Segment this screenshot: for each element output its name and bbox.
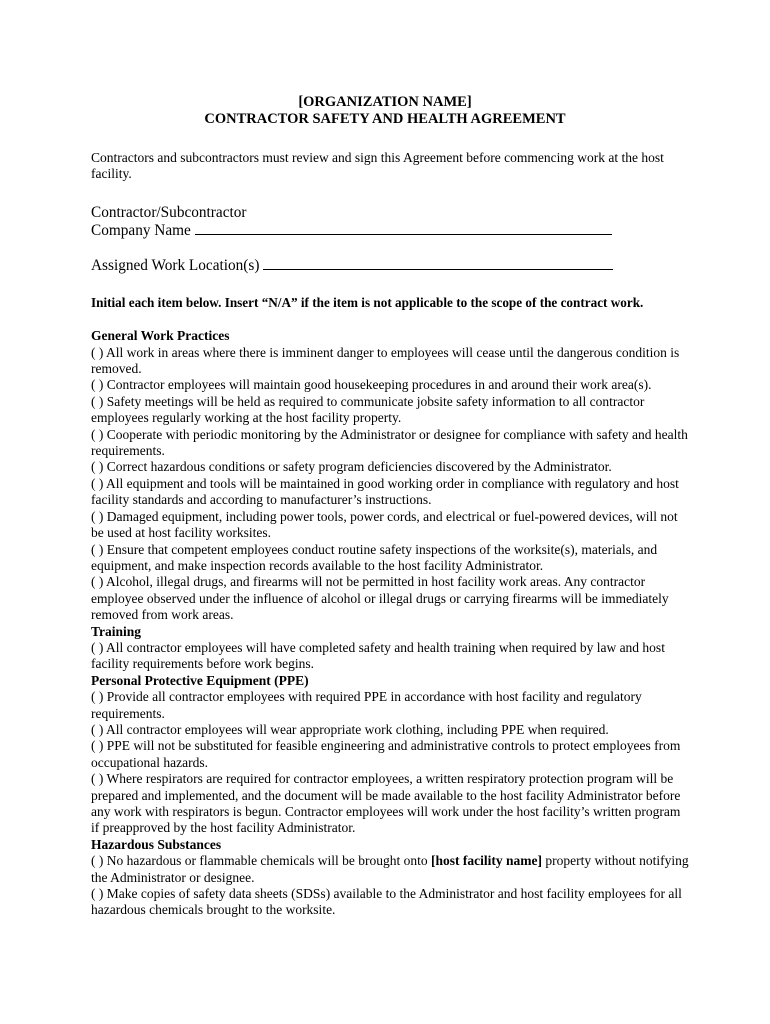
list-item: ( ) Correct hazardous conditions or safety program deficiencies discovered by the Administrator. xyxy=(91,459,612,475)
company-label-line2: Company Name xyxy=(91,221,191,239)
item-text: property without notifying the Administrator or designee. xyxy=(91,853,689,885)
organization-name-placeholder: [ORGANIZATION NAME] xyxy=(298,94,472,110)
company-field xyxy=(91,204,691,240)
document-title: CONTRACTOR SAFETY AND HEALTH AGREEMENT xyxy=(204,111,566,127)
list-item: ( ) All contractor employees will have completed safety and health training when required by law and host facility requirements before work begins. xyxy=(91,639,665,672)
list-item: ( ) Provide all contractor employees with required PPE in accordance with host facility and regulatory requirements. xyxy=(91,689,642,721)
list-item: ( ) Contractor employees will maintain good housekeeping procedures in and around their work area(s). xyxy=(91,377,652,393)
list-item: ( ) All work in areas where there is imminent danger to employees will cease until the dangerous condition is removed. xyxy=(91,344,680,377)
document-page xyxy=(91,94,691,919)
intro-paragraph: Contractors and subcontractors must review and sign this Agreement before commencing work at the host facility. xyxy=(91,150,664,182)
list-item: ( ) PPE will not be substituted for feasible engineering and administrative controls to protect employees from occupational hazards. xyxy=(91,738,681,770)
list-item: ( ) Damaged equipment, including power tools, power cords, and electrical or fuel-powered devices, will not be used at host facility worksites. xyxy=(91,508,678,541)
work-location-blank[interactable] xyxy=(263,257,613,270)
location-field xyxy=(91,257,691,275)
list-item: ( ) Cooperate with periodic monitoring by the Administrator or designee for compliance with safety and health requirements. xyxy=(91,426,688,459)
list-item: ( ) Make copies of safety data sheets (SDSs) available to the Administrator and host facility employees for all hazardous chemicals brought to the worksite. xyxy=(91,886,682,918)
item-text: ( ) No hazardous or flammable chemicals will be brought onto xyxy=(91,853,432,869)
location-label: Assigned Work Location(s) xyxy=(91,256,260,274)
list-item: ( ) All equipment and tools will be maintained in good working order in compliance with regulatory and host facility standards and according to manufacturer’s instructions. xyxy=(91,475,679,508)
company-name-blank[interactable] xyxy=(195,222,612,235)
list-item: ( ) All contractor employees will wear appropriate work clothing, including PPE when required. xyxy=(91,721,609,737)
list-item: ( ) Ensure that competent employees conduct routine safety inspections of the worksite(s), materials, and equipment, and make inspection records available to the host facility Administrator. xyxy=(91,541,658,573)
section-heading-hazardous: Hazardous Substances xyxy=(91,836,222,852)
host-facility-name-placeholder: [host facility name] xyxy=(431,853,543,869)
list-item: ( ) Safety meetings will be held as required to communicate jobsite safety information to all contractor employees regularly working at the host facility property. xyxy=(91,393,645,426)
section-heading-training: Training xyxy=(91,623,142,639)
list-item xyxy=(91,853,691,886)
section-heading-general: General Work Practices xyxy=(91,328,230,344)
list-item: ( ) Where respirators are required for contractor employees, a written respiratory protection program will be prepared and implemented, and the document will be made available to the host facility Administrator before any work with respirators is begun. Contractor employees will work under the host facility’s written program if preapproved by the host facility Administrator. xyxy=(91,771,681,836)
instruction-text: Initial each item below. Insert “N/A” if the item is not applicable to the scope of the contract work. xyxy=(91,294,644,310)
list-item: ( ) Alcohol, illegal drugs, and firearms will not be permitted in host facility work areas. Any contractor employee observed under the influence of alcohol or illegal drugs or carrying firearms will be immediately removed from work areas. xyxy=(91,574,669,623)
company-label-line1: Contractor/Subcontractor xyxy=(91,203,247,221)
section-heading-ppe: Personal Protective Equipment (PPE) xyxy=(91,672,309,688)
